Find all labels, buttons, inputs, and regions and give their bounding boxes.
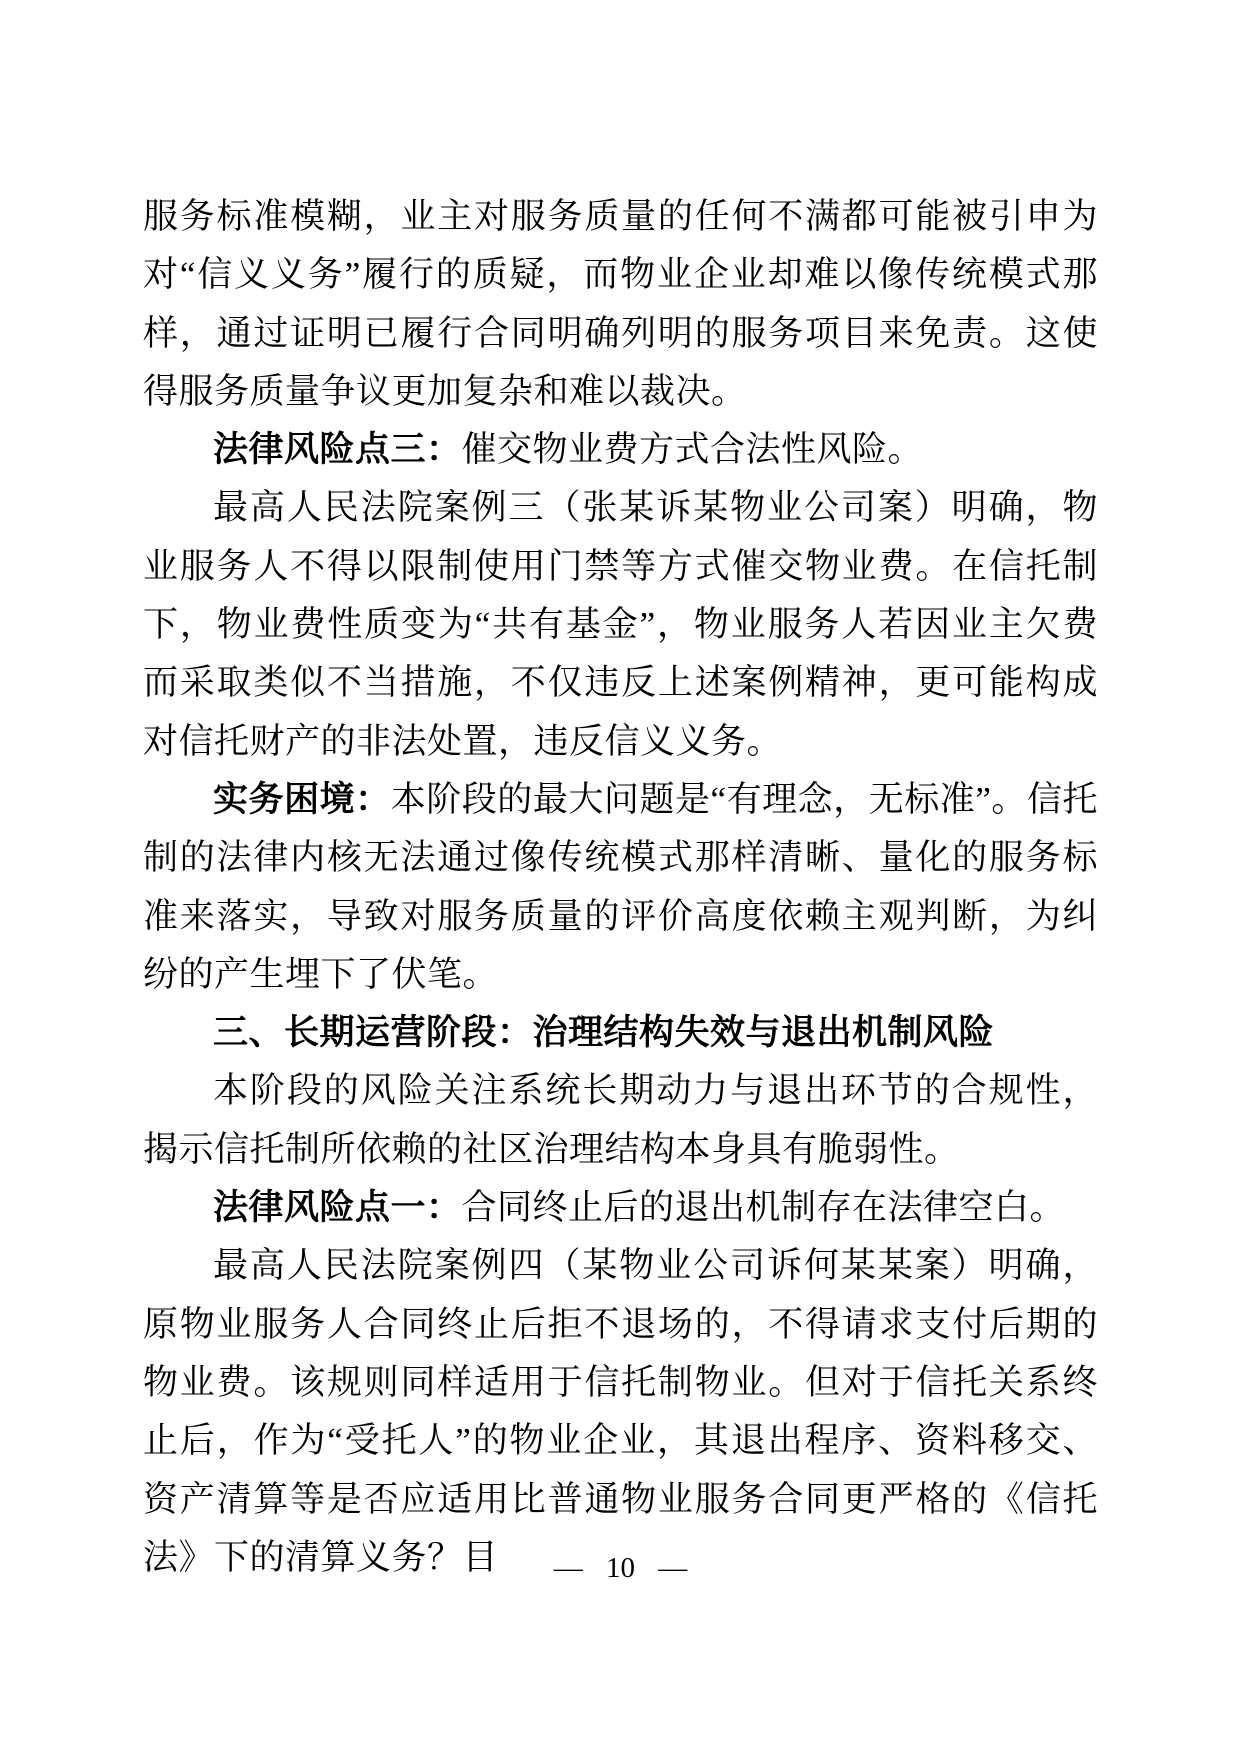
paragraph-text: 合同终止后的退出机制存在法律空白。 bbox=[461, 1188, 1066, 1228]
risk-point-paragraph bbox=[143, 771, 1098, 1004]
paragraph bbox=[143, 1237, 1098, 1587]
paragraph-continuation bbox=[143, 188, 1098, 421]
risk-point-label: 法律风险点一： bbox=[213, 1188, 462, 1228]
page-number: — 10 — bbox=[553, 1552, 688, 1584]
paragraph-text: 本阶段的风险关注系统长期动力与退出环节的合规性，揭示信托制所依赖的社区治理结构本身具有脆弱性。 bbox=[143, 1071, 1098, 1169]
paragraph-text: 最高人民法院案例三（张某诉某物业公司案）明确，物业服务人不得以限制使用门禁等方式催交物业费。在信托制下，物业费性质变为“共有基金”，物业服务人若因业主欠费而采取类似不当措施，不仅违反上述案例精神，更可能构成对信托财产的非法处置，违反信义义务。 bbox=[143, 488, 1098, 761]
paragraph bbox=[143, 479, 1098, 770]
paragraph-text: 服务标准模糊，业主对服务质量的任何不满都可能被引申为对“信义义务”履行的质疑，而物业企业却难以像传统模式那样，通过证明已履行合同明确列明的服务项目来免责。这使得服务质量争议更加复杂和难以裁决。 bbox=[143, 197, 1098, 411]
text-body bbox=[143, 188, 1098, 1587]
risk-point-paragraph bbox=[143, 421, 1098, 479]
paragraph-text: 最高人民法院案例四（某物业公司诉何某某案）明确，原物业服务人合同终止后拒不退场的，不得请求支付后期的物业费。该规则同样适用于信托制物业。但对于信托关系终止后，作为“受托人”的物业企业，其退出程序、资料移交、资产清算等是否应适用比普通物业服务合同更严格的《信托法》下的清算义务？目 bbox=[143, 1246, 1098, 1577]
paragraph bbox=[143, 1062, 1098, 1179]
risk-point-paragraph bbox=[143, 1179, 1098, 1237]
section-heading bbox=[143, 1004, 1098, 1062]
risk-point-label: 实务困境： bbox=[213, 779, 391, 819]
section-heading-text: 三、长期运营阶段：治理结构失效与退出机制风险 bbox=[213, 1013, 995, 1053]
paragraph-text: 催交物业费方式合法性风险。 bbox=[461, 430, 924, 470]
risk-point-label: 法律风险点三： bbox=[213, 430, 462, 470]
paragraph-text: 本阶段的最大问题是“有理念，无标准”。信托制的法律内核无法通过像传统模式那样清晰、量化的服务标准来落实，导致对服务质量的评价高度依赖主观判断，为纠纷的产生埋下了伏笔。 bbox=[143, 779, 1098, 994]
